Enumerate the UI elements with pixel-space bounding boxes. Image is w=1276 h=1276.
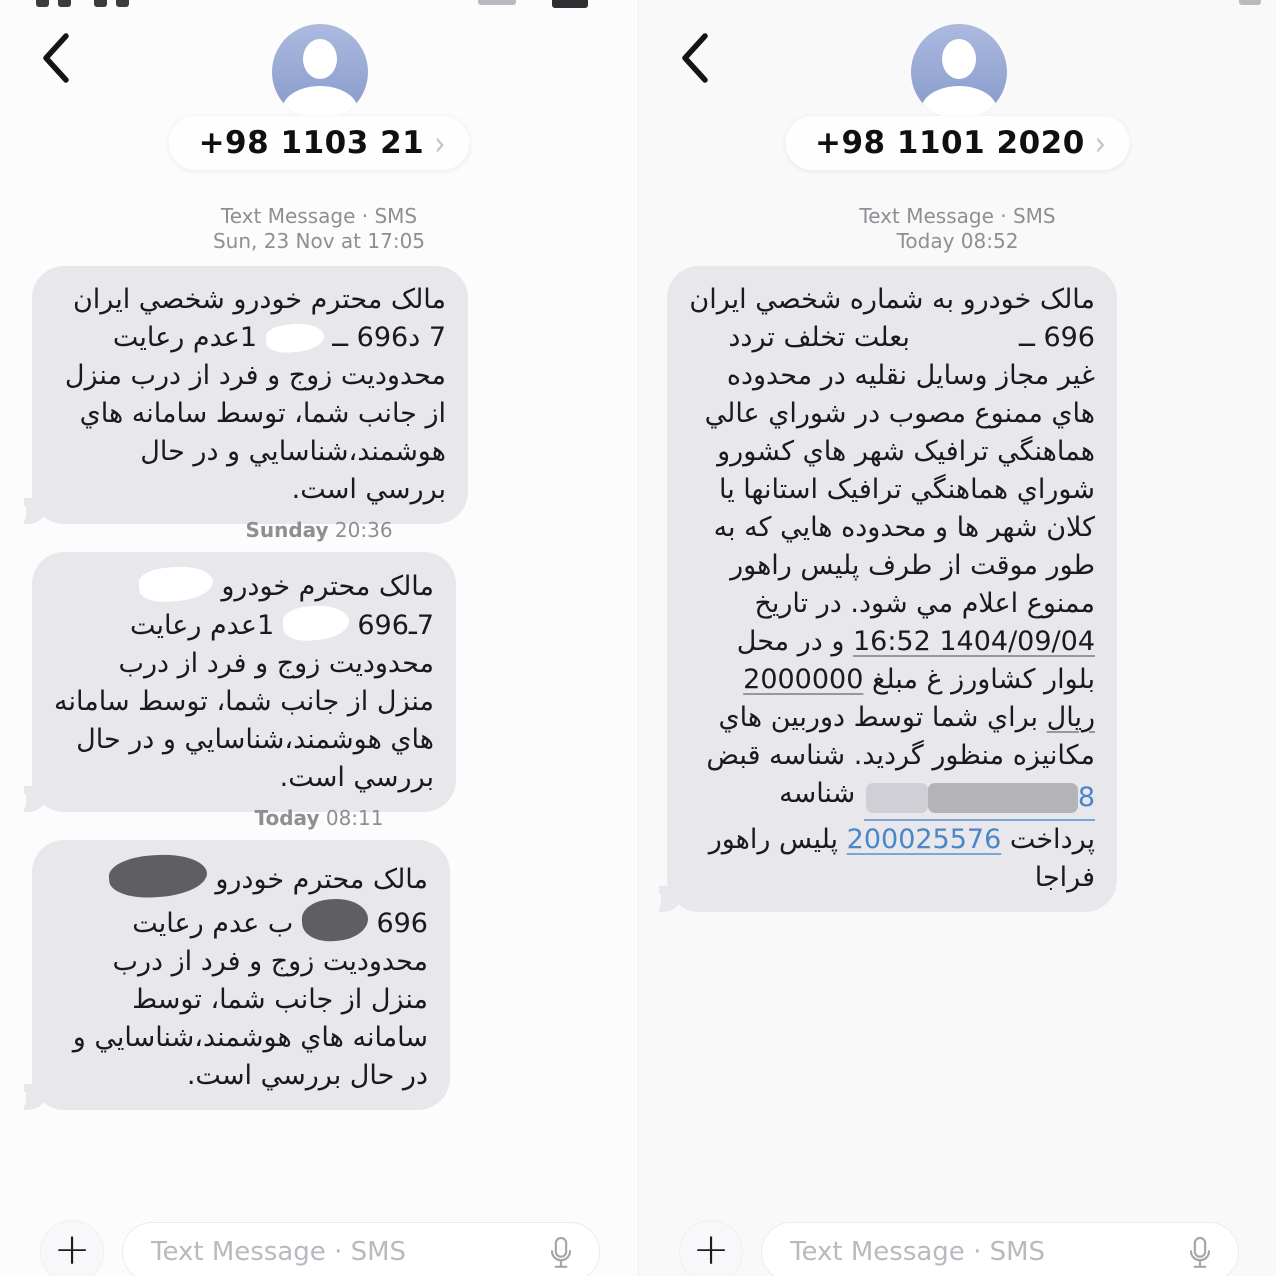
amount-link[interactable]: 2000000 ريال [743,664,1095,733]
separator-time: 20:36 [334,518,393,542]
day-separator [0,806,638,830]
mic-icon[interactable] [543,1235,579,1271]
message-bubble[interactable] [667,266,1117,912]
message-text: 1عدم رعايت محدوديت زوج و فرد از درب منزل از جانب شما، توسط سامانه هاي هوشمند،شناسايي و در حال بررسي است. [54,610,434,793]
status-bar-remnant [552,0,588,8]
message-text: د696 ــ [332,322,421,353]
redaction-blob [928,783,1078,813]
message-text: براي شما توسط دوربين هاي مكانيزه منظور گرديد. شناسه قبض [706,702,1095,771]
message-bubble[interactable] [32,552,456,812]
status-bar-remnant [116,0,129,7]
redaction-scribble [107,852,208,901]
separator-day: Today [254,806,320,830]
contact-pill[interactable] [169,116,470,170]
message-bubble[interactable] [32,840,450,1110]
message-text: و در محل بلوار كشاورز غ مبلغ [736,626,1095,695]
contact-pill[interactable] [785,116,1130,170]
status-bar-remnant [94,0,107,7]
separator-day: Sunday [245,518,329,542]
bill-id-link-redacted[interactable] [864,779,1095,821]
status-bar-remnant [36,0,49,7]
message-compose-field[interactable] [761,1222,1239,1276]
contact-avatar[interactable] [911,24,1007,120]
message-text: شناسه پرداخت [779,778,1095,855]
contact-number: +98 1101 2020 [815,125,1085,161]
conversation-panel-right [638,0,1276,1276]
conversation-timestamp: Today 08:52 [896,229,1019,253]
message-bubble[interactable] [32,266,468,524]
service-label: Text Message · SMS [220,204,418,228]
conversation-timestamp: Sun, 23 Nov at 17:05 [212,229,426,253]
bill-id-visible-digit: 8 [1077,782,1095,813]
status-bar-remnant [58,0,71,7]
back-button[interactable] [36,28,80,88]
person-icon [282,86,358,120]
plus-icon: + [53,1224,91,1275]
person-icon [942,39,976,79]
status-bar-remnant [1239,0,1261,5]
plus-icon: + [692,1224,730,1275]
message-text: مالک محترم خودرو [215,864,428,895]
mic-icon[interactable] [1182,1235,1218,1271]
day-separator [0,518,638,542]
status-bar-remnant [478,0,516,5]
message-text: پليس راهور فراجا [708,824,1095,893]
message-text: مالک محترم خودرو [221,571,434,602]
person-icon [303,39,337,79]
back-button[interactable] [675,28,719,88]
message-input[interactable] [762,1237,1238,1267]
person-icon [921,86,997,120]
message-text: 1عدم رعايت محدوديت زوج و فرد از درب منزل از جانب شما، توسط سامانه هاي هوشمند،شناسايي و در حال بررسي است. [64,322,446,505]
message-text: مالک خودرو به شماره شخصي ايران 696 ــ [689,284,1095,353]
conversation-meta [0,204,638,254]
redaction-blob [281,603,350,643]
chevron-right-icon: › [434,123,446,163]
payment-id-link[interactable]: 200025576 [846,824,1002,855]
separator-time: 08:11 [325,806,384,830]
chevron-right-icon: › [1094,123,1106,163]
message-text: 696 [376,908,428,939]
redaction-blob [265,322,325,355]
date-link[interactable]: 1404/09/04 16:52 [852,626,1095,657]
redaction-scribble [300,897,369,944]
contact-number: +98 1103 21 [198,125,425,161]
message-compose-field[interactable] [122,1222,600,1276]
service-label: Text Message · SMS [859,204,1056,228]
message-text: ب عدم رعايت محدوديت زوج و فرد از درب منزل از جانب شما، توسط سامانه هاي هوشمند،شناسايي و در حال بررسي است. [72,908,428,1091]
attach-plus-button[interactable] [40,1220,104,1276]
chevron-left-icon [675,28,719,88]
redaction-blob [866,783,928,813]
message-text: 7ـ696 [357,610,434,641]
conversation-meta [639,204,1276,254]
message-text: بعلت تخلف تردد غير مجاز وسايل نقليه در محدوده هاي ممنوع مصوب در شوراي عالي هماهنگي ترافيک شهر هاي کشورو شوراي هماهنگي ترافيک استانها يا كلان شهر ها و محدوده هايي که به طور موقت از طرف پليس راهور ممنوع اعلام مي شود. در تاريخ [704,322,1095,619]
attach-plus-button[interactable] [679,1220,743,1276]
redaction-blob [137,564,214,604]
message-text: مالک محترم خودرو شخصي ايران 7 [72,284,446,353]
chevron-left-icon [36,28,80,88]
contact-avatar[interactable] [272,24,368,120]
message-input[interactable] [123,1237,599,1267]
